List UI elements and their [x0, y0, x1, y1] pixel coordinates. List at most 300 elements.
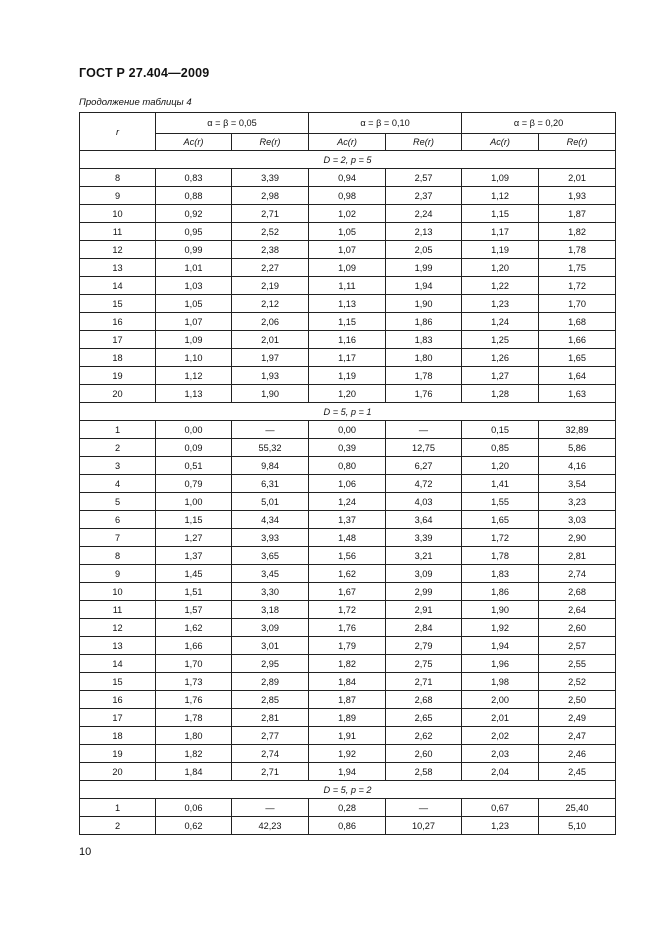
table-row [80, 727, 616, 745]
table-cell: 2,49 [539, 709, 616, 727]
table-cell: 3,54 [539, 475, 616, 493]
table-cell: 2,71 [232, 205, 309, 223]
table-cell: 3,18 [232, 601, 309, 619]
table-cell: 1,80 [386, 349, 462, 367]
table-cell: 1,82 [539, 223, 616, 241]
table-cell: 1,19 [462, 241, 539, 259]
table-row [80, 295, 616, 313]
table-row [80, 313, 616, 331]
table-cell: 0,79 [156, 475, 232, 493]
table-cell: 2,91 [386, 601, 462, 619]
table-row [80, 601, 616, 619]
header-ac: Ac(r) [462, 134, 539, 151]
table-cell: 1,82 [156, 745, 232, 763]
table-cell: 1,80 [156, 727, 232, 745]
table-cell: 5,10 [539, 817, 616, 835]
table-cell: 2,01 [232, 331, 309, 349]
cell-r: 20 [80, 385, 156, 403]
table-cell: 1,20 [462, 457, 539, 475]
table-cell: 1,82 [309, 655, 386, 673]
table-cell: 0,00 [309, 421, 386, 439]
table-cell: 1,07 [309, 241, 386, 259]
table-row [80, 619, 616, 637]
table-cell: 0,94 [309, 169, 386, 187]
table-cell: 2,52 [539, 673, 616, 691]
table-cell: — [232, 799, 309, 817]
table-cell: 1,76 [309, 619, 386, 637]
table-cell: 1,90 [462, 601, 539, 619]
table-cell: 0,67 [462, 799, 539, 817]
header-group-005: α = β = 0,05 [156, 113, 309, 134]
section-label: D = 5, p = 2 [80, 781, 616, 799]
data-table [79, 112, 616, 835]
table-cell: 1,92 [462, 619, 539, 637]
table-cell: 2,05 [386, 241, 462, 259]
table-cell: 2,57 [386, 169, 462, 187]
cell-r: 17 [80, 709, 156, 727]
table-cell: 1,91 [309, 727, 386, 745]
table-cell: 0,06 [156, 799, 232, 817]
table-row [80, 385, 616, 403]
section-header-row [80, 403, 616, 421]
table-row [80, 745, 616, 763]
table-cell: 3,09 [232, 619, 309, 637]
table-cell: 1,23 [462, 817, 539, 835]
table-cell: 0,85 [462, 439, 539, 457]
table-row [80, 817, 616, 835]
table-cell: 2,68 [539, 583, 616, 601]
header-row-sub [80, 134, 616, 151]
table-cell: 2,12 [232, 295, 309, 313]
header-re: Re(r) [232, 134, 309, 151]
table-cell: 1,25 [462, 331, 539, 349]
table-cell: 0,92 [156, 205, 232, 223]
table-cell: 3,65 [232, 547, 309, 565]
cell-r: 2 [80, 439, 156, 457]
table-cell: 3,39 [232, 169, 309, 187]
cell-r: 1 [80, 421, 156, 439]
table-cell: 2,62 [386, 727, 462, 745]
section-header-row [80, 781, 616, 799]
table-cell: 1,63 [539, 385, 616, 403]
table-cell: 1,10 [156, 349, 232, 367]
cell-r: 12 [80, 241, 156, 259]
cell-r: 11 [80, 601, 156, 619]
cell-r: 15 [80, 673, 156, 691]
table-row [80, 223, 616, 241]
table-cell: 2,89 [232, 673, 309, 691]
header-ac: Ac(r) [309, 134, 386, 151]
section-label: D = 5, p = 1 [80, 403, 616, 421]
table-cell: 0,88 [156, 187, 232, 205]
cell-r: 16 [80, 313, 156, 331]
table-cell: 1,64 [539, 367, 616, 385]
table-cell: 1,56 [309, 547, 386, 565]
cell-r: 17 [80, 331, 156, 349]
table-cell: 0,99 [156, 241, 232, 259]
table-cell: 1,84 [156, 763, 232, 781]
table-cell: 0,15 [462, 421, 539, 439]
table-cell: 2,74 [232, 745, 309, 763]
table-cell: 1,13 [156, 385, 232, 403]
table-cell: — [232, 421, 309, 439]
cell-r: 11 [80, 223, 156, 241]
table-cell: 1,57 [156, 601, 232, 619]
table-cell: 1,93 [539, 187, 616, 205]
table-cell: 2,46 [539, 745, 616, 763]
table-cell: 2,06 [232, 313, 309, 331]
table-cell: 1,94 [462, 637, 539, 655]
table-cell: 1,01 [156, 259, 232, 277]
table-cell: 1,02 [309, 205, 386, 223]
table-cell: 1,65 [539, 349, 616, 367]
table-cell: 1,17 [309, 349, 386, 367]
table-cell: 1,24 [309, 493, 386, 511]
header-row-groups [80, 113, 616, 134]
table-cell: 2,68 [386, 691, 462, 709]
table-cell: 4,34 [232, 511, 309, 529]
table-cell: 5,86 [539, 439, 616, 457]
cell-r: 1 [80, 799, 156, 817]
table-cell: 3,21 [386, 547, 462, 565]
header-re: Re(r) [386, 134, 462, 151]
table-cell: 2,55 [539, 655, 616, 673]
table-cell: 4,03 [386, 493, 462, 511]
table-cell: 1,94 [309, 763, 386, 781]
table-cell: 1,12 [462, 187, 539, 205]
table-cell: 1,28 [462, 385, 539, 403]
table-cell: 1,72 [309, 601, 386, 619]
table-cell: 1,17 [462, 223, 539, 241]
table-cell: 1,97 [232, 349, 309, 367]
table-cell: 3,45 [232, 565, 309, 583]
table-row [80, 367, 616, 385]
table-cell: 2,37 [386, 187, 462, 205]
table-cell: 1,66 [156, 637, 232, 655]
table-row [80, 493, 616, 511]
table-cell: 1,15 [462, 205, 539, 223]
table-cell: 1,78 [462, 547, 539, 565]
cell-r: 7 [80, 529, 156, 547]
table-cell: 0,83 [156, 169, 232, 187]
header-ac: Ac(r) [156, 134, 232, 151]
table-row [80, 547, 616, 565]
table-cell: 2,71 [386, 673, 462, 691]
table-cell: 2,98 [232, 187, 309, 205]
table-cell: 1,76 [386, 385, 462, 403]
table-cell: 1,09 [309, 259, 386, 277]
cell-r: 12 [80, 619, 156, 637]
table-cell: 0,09 [156, 439, 232, 457]
cell-r: 6 [80, 511, 156, 529]
table-cell: 1,83 [386, 331, 462, 349]
cell-r: 14 [80, 655, 156, 673]
table-cell: 1,51 [156, 583, 232, 601]
table-cell: 1,83 [462, 565, 539, 583]
table-row [80, 259, 616, 277]
table-cell: 2,03 [462, 745, 539, 763]
table-cell: 3,39 [386, 529, 462, 547]
table-cell: 1,87 [539, 205, 616, 223]
table-cell: 0,80 [309, 457, 386, 475]
table-row [80, 421, 616, 439]
table-cell: 4,16 [539, 457, 616, 475]
table-cell: 1,86 [386, 313, 462, 331]
table-row [80, 763, 616, 781]
table-cell: 2,64 [539, 601, 616, 619]
cell-r: 8 [80, 547, 156, 565]
table-cell: 0,28 [309, 799, 386, 817]
table-cell: 3,09 [386, 565, 462, 583]
table-cell: 1,09 [462, 169, 539, 187]
table-cell: 3,03 [539, 511, 616, 529]
table-cell: — [386, 799, 462, 817]
table-row [80, 241, 616, 259]
table-cell: 1,11 [309, 277, 386, 295]
table-cell: 1,98 [462, 673, 539, 691]
table-cell: 2,77 [232, 727, 309, 745]
table-cell: 1,48 [309, 529, 386, 547]
table-cell: 1,13 [309, 295, 386, 313]
table-cell: 3,23 [539, 493, 616, 511]
table-row [80, 709, 616, 727]
table-cell: 1,70 [539, 295, 616, 313]
table-cell: 3,64 [386, 511, 462, 529]
table-row [80, 169, 616, 187]
table-cell: 1,20 [462, 259, 539, 277]
cell-r: 20 [80, 763, 156, 781]
table-cell: 1,76 [156, 691, 232, 709]
table-cell: 1,99 [386, 259, 462, 277]
table-cell: 1,65 [462, 511, 539, 529]
cell-r: 2 [80, 817, 156, 835]
table-row [80, 439, 616, 457]
table-cell: 1,90 [386, 295, 462, 313]
table-cell: 1,75 [539, 259, 616, 277]
table-row [80, 349, 616, 367]
table-cell: 2,60 [539, 619, 616, 637]
table-cell: 1,15 [156, 511, 232, 529]
table-cell: 25,40 [539, 799, 616, 817]
table-cell: 2,47 [539, 727, 616, 745]
table-cell: — [386, 421, 462, 439]
document-title: ГОСТ Р 27.404—2009 [79, 66, 210, 80]
table-cell: 1,45 [156, 565, 232, 583]
table-cell: 0,98 [309, 187, 386, 205]
table-cell: 1,96 [462, 655, 539, 673]
table-row [80, 187, 616, 205]
table-caption: Продолжение таблицы 4 [79, 97, 192, 108]
table-cell: 0,51 [156, 457, 232, 475]
table-cell: 32,89 [539, 421, 616, 439]
table-cell: 2,45 [539, 763, 616, 781]
cell-r: 10 [80, 205, 156, 223]
table-cell: 3,30 [232, 583, 309, 601]
table-cell: 1,62 [156, 619, 232, 637]
table-cell: 2,13 [386, 223, 462, 241]
table-cell: 2,60 [386, 745, 462, 763]
cell-r: 8 [80, 169, 156, 187]
table-cell: 2,27 [232, 259, 309, 277]
table-cell: 3,01 [232, 637, 309, 655]
table-cell: 3,93 [232, 529, 309, 547]
table-cell: 2,04 [462, 763, 539, 781]
table-cell: 1,94 [386, 277, 462, 295]
table-cell: 2,01 [462, 709, 539, 727]
table-row [80, 457, 616, 475]
table-cell: 0,95 [156, 223, 232, 241]
table-cell: 2,74 [539, 565, 616, 583]
table-cell: 1,41 [462, 475, 539, 493]
table-cell: 2,99 [386, 583, 462, 601]
table-cell: 2,19 [232, 277, 309, 295]
table-cell: 6,27 [386, 457, 462, 475]
table-cell: 1,78 [156, 709, 232, 727]
cell-r: 5 [80, 493, 156, 511]
table-cell: 12,75 [386, 439, 462, 457]
table-cell: 1,73 [156, 673, 232, 691]
table-cell: 2,79 [386, 637, 462, 655]
table-cell: 1,06 [309, 475, 386, 493]
table-cell: 1,00 [156, 493, 232, 511]
table-cell: 4,72 [386, 475, 462, 493]
table-cell: 1,19 [309, 367, 386, 385]
table-row [80, 655, 616, 673]
table-cell: 1,07 [156, 313, 232, 331]
table-cell: 1,16 [309, 331, 386, 349]
table-cell: 1,84 [309, 673, 386, 691]
table-cell: 2,81 [232, 709, 309, 727]
cell-r: 16 [80, 691, 156, 709]
table-row [80, 583, 616, 601]
section-header-row [80, 151, 616, 169]
table-row [80, 565, 616, 583]
table-cell: 2,71 [232, 763, 309, 781]
table-cell: 5,01 [232, 493, 309, 511]
table-cell: 2,95 [232, 655, 309, 673]
table-row [80, 205, 616, 223]
table-row [80, 331, 616, 349]
table-cell: 2,84 [386, 619, 462, 637]
table-row [80, 511, 616, 529]
table-cell: 2,50 [539, 691, 616, 709]
table-cell: 1,23 [462, 295, 539, 313]
table-cell: 55,32 [232, 439, 309, 457]
table-row [80, 637, 616, 655]
table-cell: 1,09 [156, 331, 232, 349]
cell-r: 13 [80, 259, 156, 277]
table-cell: 1,78 [386, 367, 462, 385]
table-cell: 2,85 [232, 691, 309, 709]
table-cell: 1,37 [156, 547, 232, 565]
cell-r: 18 [80, 727, 156, 745]
table-cell: 42,23 [232, 817, 309, 835]
cell-r: 15 [80, 295, 156, 313]
table-cell: 1,05 [156, 295, 232, 313]
table-cell: 1,37 [309, 511, 386, 529]
table-cell: 1,89 [309, 709, 386, 727]
table-cell: 2,57 [539, 637, 616, 655]
table-cell: 1,72 [539, 277, 616, 295]
table-cell: 1,26 [462, 349, 539, 367]
table-cell: 1,55 [462, 493, 539, 511]
table-cell: 9,84 [232, 457, 309, 475]
cell-r: 9 [80, 565, 156, 583]
table-cell: 2,38 [232, 241, 309, 259]
table-row [80, 529, 616, 547]
table-cell: 0,00 [156, 421, 232, 439]
table-cell: 2,24 [386, 205, 462, 223]
table-cell: 0,62 [156, 817, 232, 835]
cell-r: 18 [80, 349, 156, 367]
table-cell: 1,22 [462, 277, 539, 295]
table-row [80, 673, 616, 691]
table-cell: 2,90 [539, 529, 616, 547]
header-group-020: α = β = 0,20 [462, 113, 616, 134]
table-cell: 1,78 [539, 241, 616, 259]
table-cell: 1,27 [156, 529, 232, 547]
table-cell: 2,58 [386, 763, 462, 781]
table-cell: 2,52 [232, 223, 309, 241]
table-cell: 1,87 [309, 691, 386, 709]
table-cell: 1,66 [539, 331, 616, 349]
cell-r: 19 [80, 367, 156, 385]
cell-r: 9 [80, 187, 156, 205]
section-label: D = 2, p = 5 [80, 151, 616, 169]
table-cell: 2,00 [462, 691, 539, 709]
table-row [80, 277, 616, 295]
table-cell: 2,81 [539, 547, 616, 565]
page-number: 10 [79, 846, 92, 858]
table-cell: 1,86 [462, 583, 539, 601]
header-re: Re(r) [539, 134, 616, 151]
table-cell: 1,67 [309, 583, 386, 601]
table-cell: 1,62 [309, 565, 386, 583]
table-cell: 1,15 [309, 313, 386, 331]
table-row [80, 691, 616, 709]
table-cell: 2,75 [386, 655, 462, 673]
table-row [80, 475, 616, 493]
cell-r: 13 [80, 637, 156, 655]
cell-r: 4 [80, 475, 156, 493]
table-cell: 1,24 [462, 313, 539, 331]
header-r: r [80, 113, 156, 151]
table-cell: 2,02 [462, 727, 539, 745]
table-cell: 1,27 [462, 367, 539, 385]
table-cell: 2,01 [539, 169, 616, 187]
table-cell: 2,65 [386, 709, 462, 727]
cell-r: 3 [80, 457, 156, 475]
table-cell: 1,70 [156, 655, 232, 673]
table-row [80, 799, 616, 817]
table-cell: 0,39 [309, 439, 386, 457]
header-group-010: α = β = 0,10 [309, 113, 462, 134]
table-cell: 0,86 [309, 817, 386, 835]
table-cell: 1,92 [309, 745, 386, 763]
cell-r: 14 [80, 277, 156, 295]
table-cell: 1,72 [462, 529, 539, 547]
table-cell: 1,93 [232, 367, 309, 385]
cell-r: 19 [80, 745, 156, 763]
table-cell: 6,31 [232, 475, 309, 493]
table-cell: 1,90 [232, 385, 309, 403]
table-cell: 1,68 [539, 313, 616, 331]
table-cell: 1,12 [156, 367, 232, 385]
table-cell: 1,05 [309, 223, 386, 241]
table-cell: 10,27 [386, 817, 462, 835]
table-cell: 1,79 [309, 637, 386, 655]
table-cell: 1,20 [309, 385, 386, 403]
